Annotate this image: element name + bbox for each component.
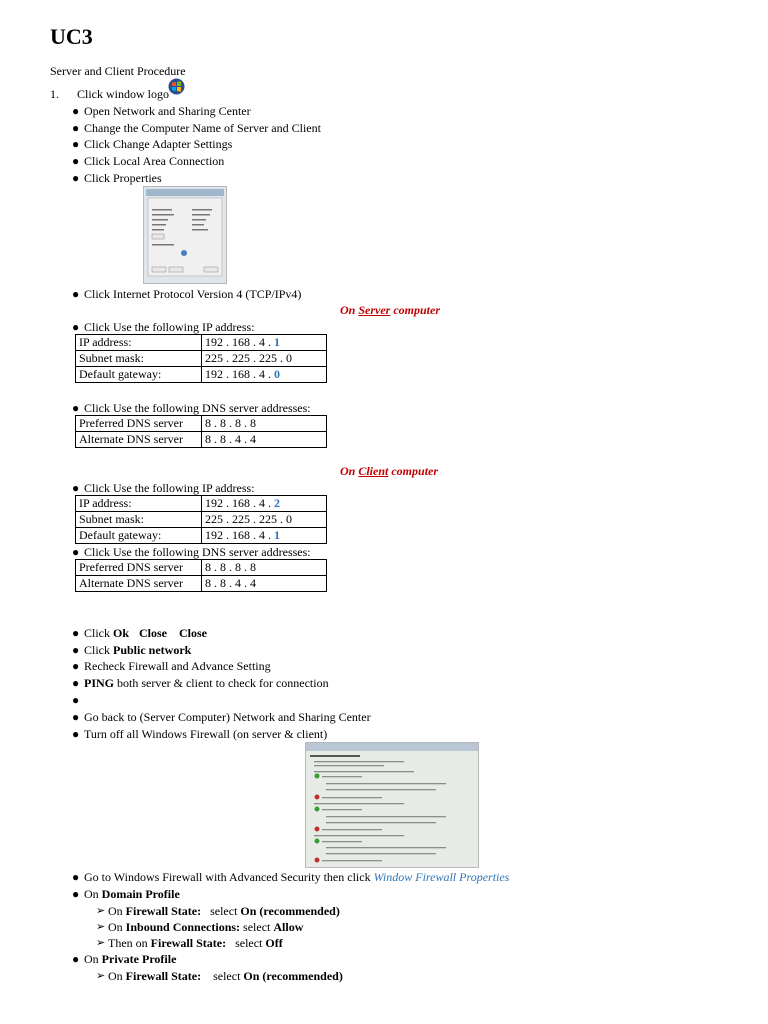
table-row: Preferred DNS server 8 . 8 . 8 . 8 <box>76 560 327 576</box>
bullet-icon: ● <box>72 137 80 151</box>
step-number: 1. <box>50 87 59 101</box>
client-ip-table <box>75 495 327 544</box>
page-title: UC3 <box>50 24 93 49</box>
arrow-icon: ➢ <box>96 921 106 933</box>
table-row: IP address: 192 . 168 . 4 . 1 <box>76 335 327 351</box>
bullet-icon: ● <box>72 676 80 690</box>
firewall-settings-screenshot <box>305 742 479 868</box>
client-heading: On Client computer <box>340 464 439 478</box>
bullet-icon: ● <box>72 727 80 741</box>
bullet-icon: ● <box>72 287 80 301</box>
arrow-icon: ➢ <box>96 970 106 982</box>
table-row: Default gateway: 192 . 168 . 4 . 1 <box>76 528 327 544</box>
server-heading: On Server computer <box>340 303 441 317</box>
step-1 <box>50 86 169 102</box>
bullet-icon: ● <box>72 171 80 185</box>
table-row: Preferred DNS server 8 . 8 . 8 . 8 <box>76 416 327 432</box>
bullet-icon: ● <box>72 104 80 118</box>
table-row: Alternate DNS server 8 . 8 . 4 . 4 <box>76 432 327 448</box>
bullet-icon: ● <box>72 154 80 168</box>
bullet-icon: ● <box>72 693 80 707</box>
windows-logo-icon <box>168 78 185 95</box>
server-dns-table <box>75 415 327 448</box>
connection-status-screenshot <box>143 186 227 284</box>
arrow-icon: ➢ <box>96 937 106 949</box>
bullet-icon: ● <box>72 626 80 640</box>
table-row: Default gateway: 192 . 168 . 4 . 0 <box>76 367 327 383</box>
arrow-icon: ➢ <box>96 905 106 917</box>
bullet-icon: ● <box>72 952 80 966</box>
bullet-icon: ● <box>72 643 80 657</box>
bullet-icon: ● <box>72 481 80 495</box>
server-ip-table <box>75 334 327 383</box>
bullet-icon: ● <box>72 320 80 334</box>
bullet-icon: ● <box>72 887 80 901</box>
bullet-icon: ● <box>72 870 80 884</box>
bullet-icon: ● <box>72 401 80 415</box>
table-row: IP address: 192 . 168 . 4 . 2 <box>76 496 327 512</box>
table-row: Subnet mask: 225 . 225 . 225 . 0 <box>76 512 327 528</box>
subtitle: Server and Client Procedure <box>50 64 186 78</box>
bullet-icon: ● <box>72 121 80 135</box>
window-firewall-properties-link[interactable]: Window Firewall Properties <box>373 870 510 884</box>
bullet-icon: ● <box>72 545 80 559</box>
table-row: Subnet mask: 225 . 225 . 225 . 0 <box>76 351 327 367</box>
bullet-icon: ● <box>72 710 80 724</box>
table-row: Alternate DNS server 8 . 8 . 4 . 4 <box>76 576 327 592</box>
step-label: Click window logo <box>77 87 169 101</box>
client-dns-table <box>75 559 327 592</box>
bullet-icon: ● <box>72 659 80 673</box>
